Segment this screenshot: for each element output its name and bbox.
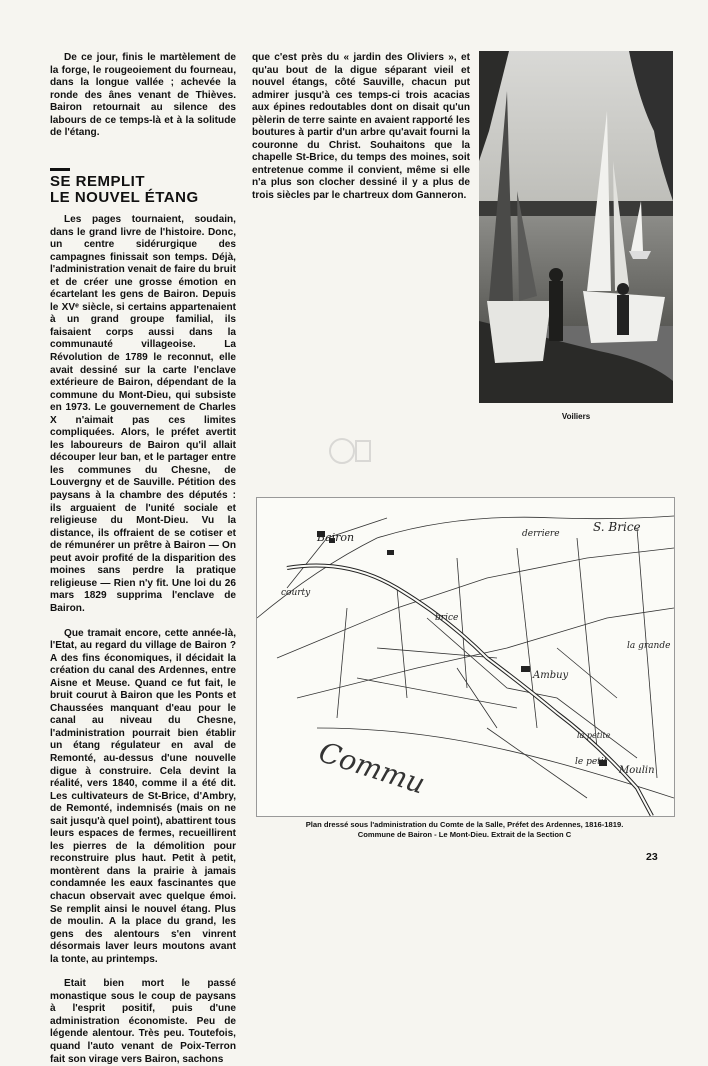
label-brice: brice [435, 613, 459, 623]
sailboats-illustration [479, 51, 673, 403]
heading-rule [50, 168, 70, 171]
paragraph-history: Les pages tournaient, soudain, dans le grand livre de l'histoire. Donc, un centre sidérurgique des campagnes finissait son temps. Déjà, l'administration venait de faire du bruit et de créer une grosse émotion en écartelant les gens de Bairon. Depuis le XVᵉ siècle, si certains appartenaient à un grand groupe familial, ils faisaient corps aussi dans la communauté villageoise. La Révolution de 1789 le reconnut, elle avait dessiné sur la carte l'enclave extérieure de Bairon, dépendant de la commune du Mont-Dieu, qui subsiste en 1973. Le gouvernement de Charles X n'aimait pas ces limites compliquées. Alors, le préfet avertit les laboureurs de Bairon qu'il allait découper leur ban, et le partager entre les communes du Chesne, de Louvergny et de Sauville. Pétition des paysans à la chambre des députés : ils arguaient de l'unité sociale et religieuse du Mont-Dieu. Vu la distance, ils offraient de se cotiser et de rémunérer un prêtre à Bairon — On peut avoir profité de la disparition des moines sans perdre la pratique religieuse — Rien n'y fit. Une loi du 26 mars 1829 supprima l'enclave de Bairon. [50, 214, 236, 614]
label-le-petit: le petit [575, 757, 608, 767]
label-ambuy: Ambuy [533, 670, 569, 681]
middle-column [252, 52, 470, 203]
label-commune: Commu [314, 735, 430, 801]
label-la-petite: la petite [577, 731, 611, 740]
label-courty: courty [281, 588, 311, 598]
label-bairon: Bairon [317, 531, 355, 544]
label-st-brice: S. Brice [593, 520, 641, 534]
map-caption-line-1: Plan dressé sous l'administration du Comte de la Salle, Préfet des Ardennes, 1816-1819. [305, 820, 624, 829]
heading-line-2: LE NOUVEL ÉTANG [50, 189, 199, 206]
map-drawing [257, 498, 674, 816]
photo-caption: Voiliers [561, 412, 591, 421]
paragraph-monastic: Etait bien mort le passé monastique sous le coup de paysans à l'esprit positif, puis d'une administration économiste. Peu de légende alentour. Très peu. Toutefois, quand l'auto venant de Poix-Terron fait son virage vers Bairon, sachons [50, 978, 236, 1065]
label-moulin: Moulin [619, 765, 655, 776]
map-caption [256, 820, 673, 840]
label-la-grande: la grande [627, 641, 671, 651]
label-derriere: derriere [522, 529, 560, 539]
library-stamp [328, 437, 374, 465]
sailboats-photo [479, 51, 673, 403]
heading-line-1: SE REMPLIT [50, 173, 146, 190]
section-heading [50, 174, 236, 206]
page-number: 23 [646, 851, 658, 863]
map-caption-line-2: Commune de Bairon - Le Mont-Dieu. Extrait de la Section C [357, 829, 572, 839]
left-column-body [50, 214, 236, 1066]
paragraph-canal: Que tramait encore, cette année-là, l'Etat, au regard du village de Bairon ? A des fins économiques, il décidait la création du canal des Ardennes, entre Aisne et Meuse. Quand ce fut fait, le bruit courut à Bairon que les Ponts et Chaussées manquant d'eau pour le canal au niveau du Chesne, l'administration pourrait bien établir un étang régulateur en aval de Remonté, au-dessus d'une nouvelle digue à construire. Cela devint la réalité, vers 1840, comme il a été dit. Les cultivateurs de St-Brice, d'Ambry, de Remonté, indemnisés (mais on ne sait jusqu'à quel point), abattirent tous leurs espaces de fermes, recueillirent les pierres de la démolition pour reconstruire plus haut. Petit à petit, montèrent dans la prairie à jamais condamnée les eaux fascinantes que chacun observait avec quelque émoi. Se remplit ainsi le nouvel étang. Plus de moulin. A la place du grand, les gens des alentours s'en vinrent désormais laver leurs moutons avant la tonte, au printemps. [50, 627, 236, 965]
paragraph-forge: De ce jour, finis le martèlement de la forge, le rougeoiement du fourneau, dans la longue vallée ; achevée la ronde des ânes venant de Thièves. Bairon retournait au silence des labours de ce temps-là et à la solitude de l'étang. [50, 52, 236, 139]
paragraph-olives: que c'est près du « jardin des Oliviers », et qu'au bout de la digue séparant vieil et nouvel étangs, côté Sauville, chacun put admirer jusqu'à ces temps-ci trois acacias aux épines redoutables dont on disait qu'un pèlerin de terre sainte en avaient rapporté les boutures à partir d'un arbre qu'avait fourni la couronne du Christ. Souhaitons que la chapelle St-Brice, du temps des moines, soit entretenue comme il convient, même si elle n'a plus son clocher dessiné il y a plus de trois siècles par le chartreux dom Ganneron. [252, 52, 470, 202]
cadastral-map [256, 497, 675, 817]
left-column [50, 52, 236, 140]
